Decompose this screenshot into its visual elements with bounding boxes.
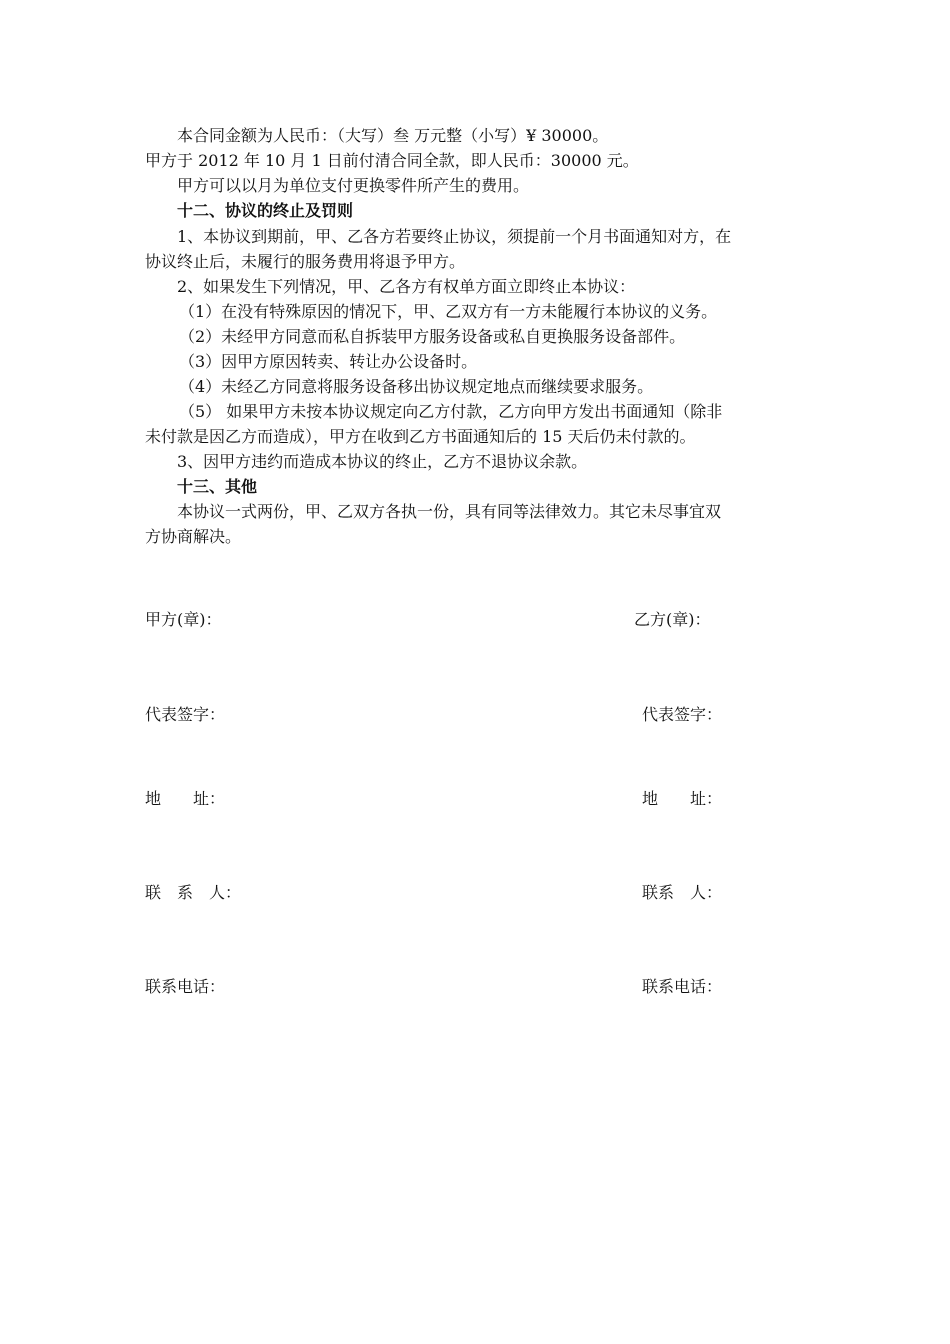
- condition-item-1: （1）在没有特殊原因的情况下，甲、乙双方有一方未能履行本协议的义务。: [179, 302, 718, 321]
- section-12-heading: 十二、协议的终止及罚则: [177, 201, 354, 220]
- party-a-seal-label: 甲方(章)：: [145, 610, 222, 629]
- party-a-address-label: 地 址：: [145, 789, 226, 808]
- condition-item-3: （3）因甲方原因转卖、转让办公设备时。: [179, 352, 478, 371]
- contract-amount-paragraph: 本合同金额为人民币：（大写）叁 万元整（小写）¥ 30000。: [177, 126, 609, 145]
- other-clause-line-1: 本协议一式两份，甲、乙双方各执一份，具有同等法律效力。其它未尽事宜双: [177, 502, 722, 521]
- condition-item-4: （4）未经乙方同意将服务设备移出协议规定地点而继续要求服务。: [179, 377, 654, 396]
- parts-fee-paragraph: 甲方可以以月为单位支付更换零件所产生的费用。: [177, 176, 530, 195]
- party-b-phone-label: 联系电话：: [642, 977, 723, 996]
- party-a-phone-label: 联系电话：: [145, 977, 226, 996]
- section-13-heading: 十三、其他: [177, 477, 258, 496]
- party-b-address-label: 地 址：: [642, 789, 723, 808]
- party-b-representative-label: 代表签字：: [642, 705, 723, 724]
- termination-clause-1-line-2: 协议终止后，未履行的服务费用将退予甲方。: [145, 252, 466, 271]
- party-a-contact-label: 联 系 人：: [145, 883, 242, 902]
- termination-clause-3: 3、因甲方违约而造成本协议的终止，乙方不退协议余款。: [177, 452, 588, 471]
- termination-clause-1-line-1: 1、本协议到期前，甲、乙各方若要终止协议，须提前一个月书面通知对方，在: [177, 227, 732, 246]
- termination-clause-2: 2、如果发生下列情况，甲、乙各方有权单方面立即终止本协议：: [177, 277, 636, 296]
- other-clause-line-2: 方协商解决。: [145, 527, 242, 546]
- party-b-seal-label: 乙方(章)：: [634, 610, 711, 629]
- payment-deadline-paragraph: 甲方于 2012 年 10 月 1 日前付清合同全款，即人民币：30000 元。: [145, 151, 639, 170]
- party-b-contact-label: 联系 人：: [642, 883, 723, 902]
- condition-item-5-line-2: 未付款是因乙方而造成），甲方在收到乙方书面通知后的 15 天后仍未付款的。: [145, 427, 696, 446]
- party-a-representative-label: 代表签字：: [145, 705, 226, 724]
- condition-item-2: （2）未经甲方同意而私自拆装甲方服务设备或私自更换服务设备部件。: [179, 327, 686, 346]
- condition-item-5-line-1: （5） 如果甲方未按本协议规定向乙方付款，乙方向甲方发出书面通知（除非: [179, 402, 723, 421]
